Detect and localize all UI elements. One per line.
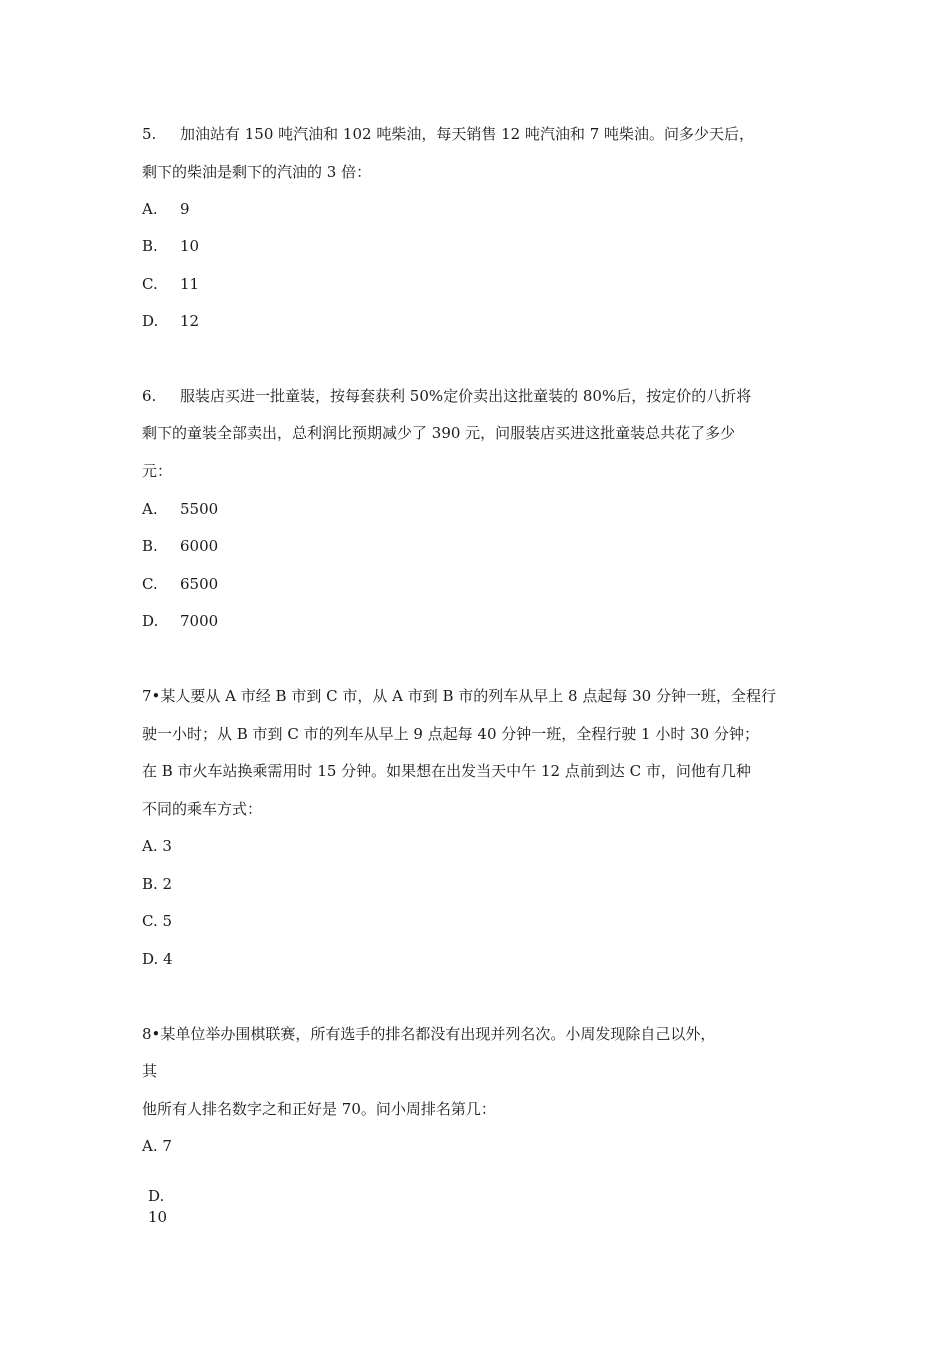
q6-option-c-value: 6500 xyxy=(180,575,219,593)
q8-option-a[interactable]: A. 7 xyxy=(142,1137,172,1155)
q5-option-d[interactable] xyxy=(142,311,199,331)
q7-option-d[interactable]: D. 4 xyxy=(142,950,173,968)
q5-option-d-letter: D. xyxy=(142,312,159,330)
q7-text-4: 不同的乘车方式： xyxy=(142,800,263,818)
q6-number: 6. xyxy=(142,387,157,405)
q8-option-d-letter[interactable]: D. xyxy=(148,1187,165,1205)
q5-text-2: 剩下的柴油是剩下的汽油的 3 倍： xyxy=(142,163,372,181)
q5-line-1 xyxy=(142,124,754,144)
q5-option-b-letter: B. xyxy=(142,237,158,255)
q7-option-c[interactable]: C. 5 xyxy=(142,912,173,930)
q7-option-b[interactable]: B. 2 xyxy=(142,875,173,893)
q5-text-1: 加油站有 150 吨汽油和 102 吨柴油，每天销售 12 吨汽油和 7 吨柴油。问多少天后， xyxy=(180,125,755,143)
q6-option-b-value: 6000 xyxy=(180,537,219,555)
q6-line-1 xyxy=(142,386,751,406)
q6-option-d-value: 7000 xyxy=(180,612,219,630)
q7-option-a[interactable]: A. 3 xyxy=(142,837,172,855)
q5-number: 5. xyxy=(142,125,157,143)
q5-option-c-letter: C. xyxy=(142,275,158,293)
q7-text-2: 驶一小时；从 B 市到 C 市的列车从早上 9 点起每 40 分钟一班，全程行驶 1 小时 30 分钟； xyxy=(142,725,759,743)
q5-option-a-value: 9 xyxy=(180,200,190,218)
q6-option-a-value: 5500 xyxy=(180,500,219,518)
q5-option-b-value: 10 xyxy=(180,237,200,255)
q5-option-d-value: 12 xyxy=(180,312,200,330)
q6-text-1: 服装店买进一批童装，按每套获利 50%定价卖出这批童装的 80%后，按定价的八折将 xyxy=(180,387,752,405)
q8-text-3: 他所有人排名数字之和正好是 70。问小周排名第几： xyxy=(142,1100,496,1118)
q5-option-a[interactable] xyxy=(142,199,190,219)
q7-text-3: 在 B 市火车站换乘需用时 15 分钟。如果想在出发当天中午 12 点前到达 C 市，问他有几种 xyxy=(142,762,751,780)
q6-text-2: 剩下的童装全部卖出，总利润比预期减少了 390 元，问服装店买进这批童装总共花了多少 xyxy=(142,424,736,442)
q6-option-d[interactable] xyxy=(142,611,218,631)
q6-option-c-letter: C. xyxy=(142,575,158,593)
q6-option-d-letter: D. xyxy=(142,612,159,630)
q6-option-b-letter: B. xyxy=(142,537,158,555)
q8-option-d-value: 10 xyxy=(148,1208,168,1226)
q6-option-b[interactable] xyxy=(142,536,218,556)
q5-option-b[interactable] xyxy=(142,236,199,256)
q7-text-1: 7•某人要从 A 市经 B 市到 C 市，从 A 市到 B 市的列车从早上 8 点起每 30 分钟一班，全程行 xyxy=(142,687,776,705)
q5-option-c-value: 11 xyxy=(180,275,200,293)
q6-option-c[interactable] xyxy=(142,574,218,594)
q5-option-a-letter: A. xyxy=(142,200,158,218)
q8-text-1: 8•某单位举办围棋联赛，所有选手的排名都没有出现并列名次。小周发现除自己以外， xyxy=(142,1025,716,1043)
q6-option-a[interactable] xyxy=(142,499,218,519)
q6-text-3: 元： xyxy=(142,462,173,480)
q5-option-c[interactable] xyxy=(142,274,199,294)
q8-text-2: 其 xyxy=(142,1062,158,1080)
q6-option-a-letter: A. xyxy=(142,500,158,518)
